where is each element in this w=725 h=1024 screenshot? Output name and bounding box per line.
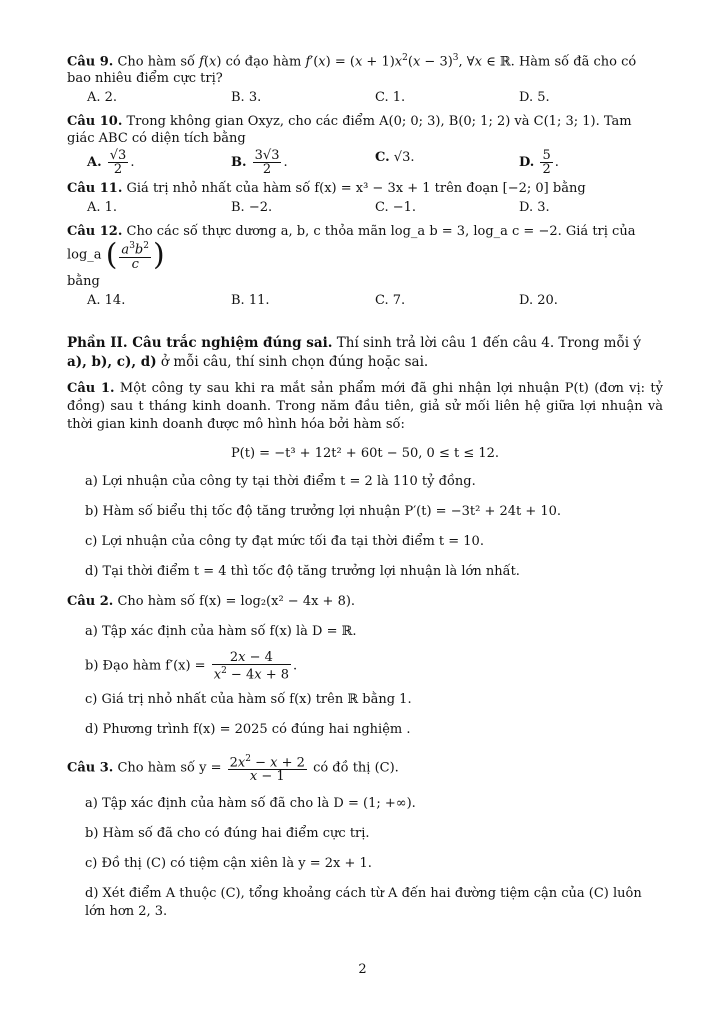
tf-3-c: c) Đồ thị (C) có tiệm cận xiên là y = 2x + 1. (85, 856, 372, 872)
question-9-label: Câu 9. (67, 54, 114, 70)
question-12-tail: bằng (67, 273, 100, 289)
tf-1-c: c) Lợi nhuận của công ty đạt mức tối đa tại thời điểm t = 10. (85, 533, 484, 549)
question-10-options (87, 149, 663, 176)
question-11 (67, 180, 663, 197)
tf-2-d: d) Phương trình f(x) = 2025 có đúng hai nghiệm . (85, 721, 411, 737)
tf-question-2 (67, 593, 663, 611)
question-12-options (87, 292, 663, 310)
tf-1-b: b) Hàm số biểu thị tốc độ tăng trưởng lợi nhuận P′(t) = −3t² + 24t + 10. (85, 503, 562, 519)
question-11-options (87, 199, 663, 217)
tf-question-1-label: Câu 1. (67, 380, 115, 396)
question-9-stem1: Cho hàm số (117, 54, 195, 70)
question-12-label: Câu 12. (67, 224, 123, 240)
tf-1-d: d) Tại thời điểm t = 4 thì tốc độ tăng trưởng lợi nhuận là lớn nhất. (85, 563, 520, 579)
option-c: C. √3. (375, 150, 415, 166)
tf-3-a: a) Tập xác định của hàm số đã cho là D = (1; +∞). (85, 796, 416, 812)
question-11-label: Câu 11. (67, 181, 123, 197)
question-9-stem3: Hàm số đã cho có bao nhiêu điểm cực trị? (67, 54, 637, 87)
tf-2-c: c) Giá trị nhỏ nhất của hàm số f(x) trên ℝ bằng 1. (85, 691, 412, 707)
tf-question-2-label: Câu 2. (67, 593, 114, 609)
question-10-label: Câu 10. (67, 114, 123, 130)
tf-question-2-text: Cho hàm số f(x) = log₂(x² − 4x + 8). (117, 593, 356, 609)
part-2-heading: Phần II. Câu trắc nghiệm đúng sai. Thí sinh trả lời câu 1 đến câu 4. Trong mỗi ý a), b), c), d) ở mỗi câu, thí sinh chọn đúng hoặc sai. (67, 334, 641, 370)
option-d: D. 3. (519, 200, 550, 216)
option-b: B. 11. (231, 292, 270, 308)
option-c: C. −1. (375, 200, 417, 216)
page-number: 2 (358, 962, 367, 977)
part-2-instruction: Thí sinh trả lời câu 1 đến câu 4. Trong mỗi ý (336, 334, 641, 351)
question-9-options (87, 89, 663, 107)
part-2-title: Phần II. Câu trắc nghiệm đúng sai. (67, 334, 333, 351)
option-d: D. 20. (519, 292, 558, 308)
option-d: D. 5. (519, 90, 550, 106)
question-12-stem: Cho các số thực dương a, b, c thỏa mãn log_a b = 3, log_a c = −2. Giá trị của log_a (67, 224, 636, 263)
option-c: C. 1. (375, 90, 406, 106)
option-a: A. 2. (87, 90, 118, 106)
question-10 (67, 113, 663, 147)
option-b: B. 3. (231, 90, 262, 106)
option-a: A. 14. (87, 292, 126, 308)
question-12: Câu 12. Cho các số thực dương a, b, c thỏa mãn log_a b = 3, log_a c = −2. Giá trị của log_a ( $\frac{a^3b^2}{c}$ ) (67, 224, 636, 273)
tf-3-d: d) Xét điểm A thuộc (C), tổng khoảng cách từ A đến hai đường tiệm cận của (C) luôn lớn hơn 2, 3. (85, 886, 642, 920)
tf-2-b: b) Đạo hàm f′(x) = $\frac{2x - 4}{x^2 - 4x + 8}$ . (85, 649, 298, 682)
option-a: A. $\frac{√3}{2}$ . (87, 148, 135, 178)
tf-1-a: a) Lợi nhuận của công ty tại thời điểm t = 2 là 110 tỷ đồng. (85, 473, 476, 489)
question-9: Câu 9. Cho hàm số f(x) có đạo hàm $f'(x) = (x + 1)x^2(x - 3)^3$, ∀x ∈ ℝ. Hàm số đã cho có bao nhiêu điểm cực trị? (67, 53, 637, 87)
option-c: C. 7. (375, 292, 406, 308)
option-d: D. $\frac{5}{2}$ . (519, 148, 559, 178)
question-11-stem: Giá trị nhỏ nhất của hàm số f(x) = x³ − 3x + 1 trên đoạn [−2; 0] bằng (126, 181, 586, 197)
option-b: B. −2. (231, 200, 273, 216)
question-9-stem2: có đạo hàm (225, 54, 302, 70)
tf-2-a: a) Tập xác định của hàm số f(x) là D = ℝ. (85, 623, 357, 639)
tf-question-3-label: Câu 3. (67, 760, 114, 776)
option-a: A. 1. (87, 200, 118, 216)
part-2-instruction-2: ở mỗi câu, thí sinh chọn đúng hoặc sai. (160, 353, 429, 370)
option-b: B. $\frac{3√3}{2}$ . (231, 148, 288, 178)
question-10-stem: Trong không gian Oxyz, cho các điểm A(0; 0; 3), B(0; 1; 2) và C(1; 3; 1). Tam giác ABC có diện tích bằng (67, 114, 632, 147)
tf-question-1-text: Một công ty sau khi ra mắt sản phẩm mới đã ghi nhận lợi nhuận P(t) (đơn vị: tỷ đồng) sau t tháng kinh doanh. Trong năm đầu tiên, giả sử mối liên hệ giữa lợi nhuận và thời gian kinh doanh được mô hình hóa bởi hàm số: (67, 380, 663, 432)
tf-question-3: Câu 3. Cho hàm số y = $\frac{2x^2 - x + 2}{x - 1}$ có đồ thị (C). (67, 753, 399, 785)
profit-formula: P(t) = −t³ + 12t² + 60t − 50, 0 ≤ t ≤ 12. (230, 445, 500, 461)
tf-question-1 (67, 380, 663, 434)
tf-3-b: b) Hàm số đã cho có đúng hai điểm cực trị. (85, 826, 370, 842)
exam-page (67, 50, 663, 921)
